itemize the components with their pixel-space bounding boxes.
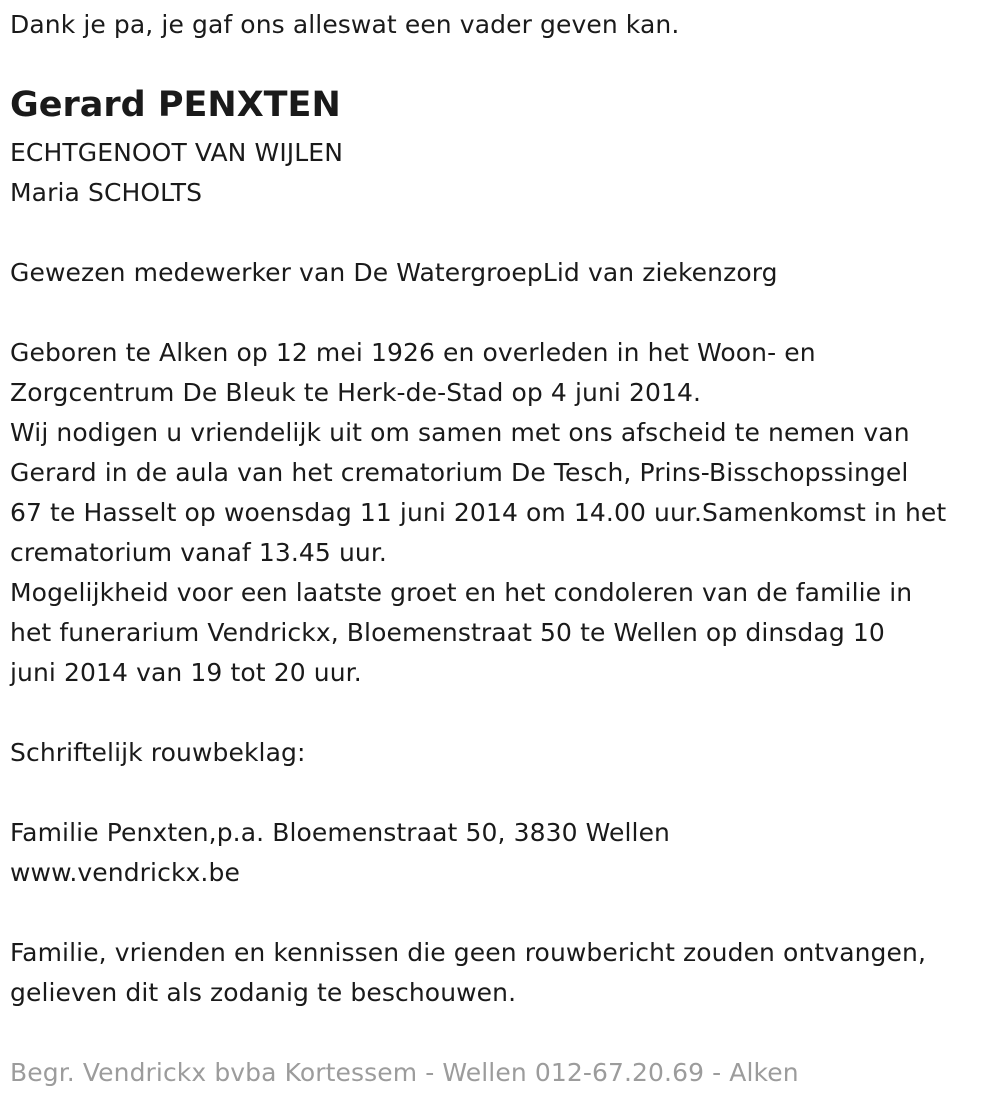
body-line: Mogelijkheid voor een laatste groet en het condoleren van de familie in: [10, 578, 913, 607]
body-line: juni 2014 van 19 tot 20 uur.: [10, 658, 362, 687]
closing-line: Familie, vrienden en kennissen die geen rouwbericht zouden ontvangen,: [10, 938, 926, 967]
condolence-label: Schriftelijk rouwbeklag:: [10, 738, 306, 767]
work-text: Gewezen medewerker van De WatergroepLid van ziekenzorg: [10, 258, 778, 287]
body-line: crematorium vanaf 13.45 uur.: [10, 538, 387, 567]
body-line: 67 te Hasselt op woensdag 11 juni 2014 om 14.00 uur.Samenkomst in het: [10, 498, 947, 527]
body-line: Gerard in de aula van het crematorium De Tesch, Prins-Bisschopssingel: [10, 458, 909, 487]
body-line: Zorgcentrum De Bleuk te Herk-de-Stad op 4 juni 2014.: [10, 378, 702, 407]
deceased-name: Gerard PENXTEN: [10, 85, 341, 125]
body-line: Geboren te Alken op 12 mei 1926 en overleden in het Woon- en: [10, 338, 816, 367]
body-line: Wij nodigen u vriendelijk uit om samen met ons afscheid te nemen van: [10, 418, 910, 447]
spouse-line-1: ECHTGENOOT VAN WIJLEN: [10, 138, 344, 167]
funeral-director-footer: Begr. Vendrickx bvba Kortessem - Wellen 012-67.20.69 - Alken: [10, 1058, 799, 1087]
spouse-line-2: Maria SCHOLTS: [10, 178, 203, 207]
intro-text: Dank je pa, je gaf ons alleswat een vader geven kan.: [10, 10, 680, 39]
body-line: het funerarium Vendrickx, Bloemenstraat 50 te Wellen op dinsdag 10: [10, 618, 885, 647]
closing-line: gelieven dit als zodanig te beschouwen.: [10, 978, 517, 1007]
website-link[interactable]: www.vendrickx.be: [10, 858, 240, 887]
family-address: Familie Penxten,p.a. Bloemenstraat 50, 3830 Wellen: [10, 818, 671, 847]
